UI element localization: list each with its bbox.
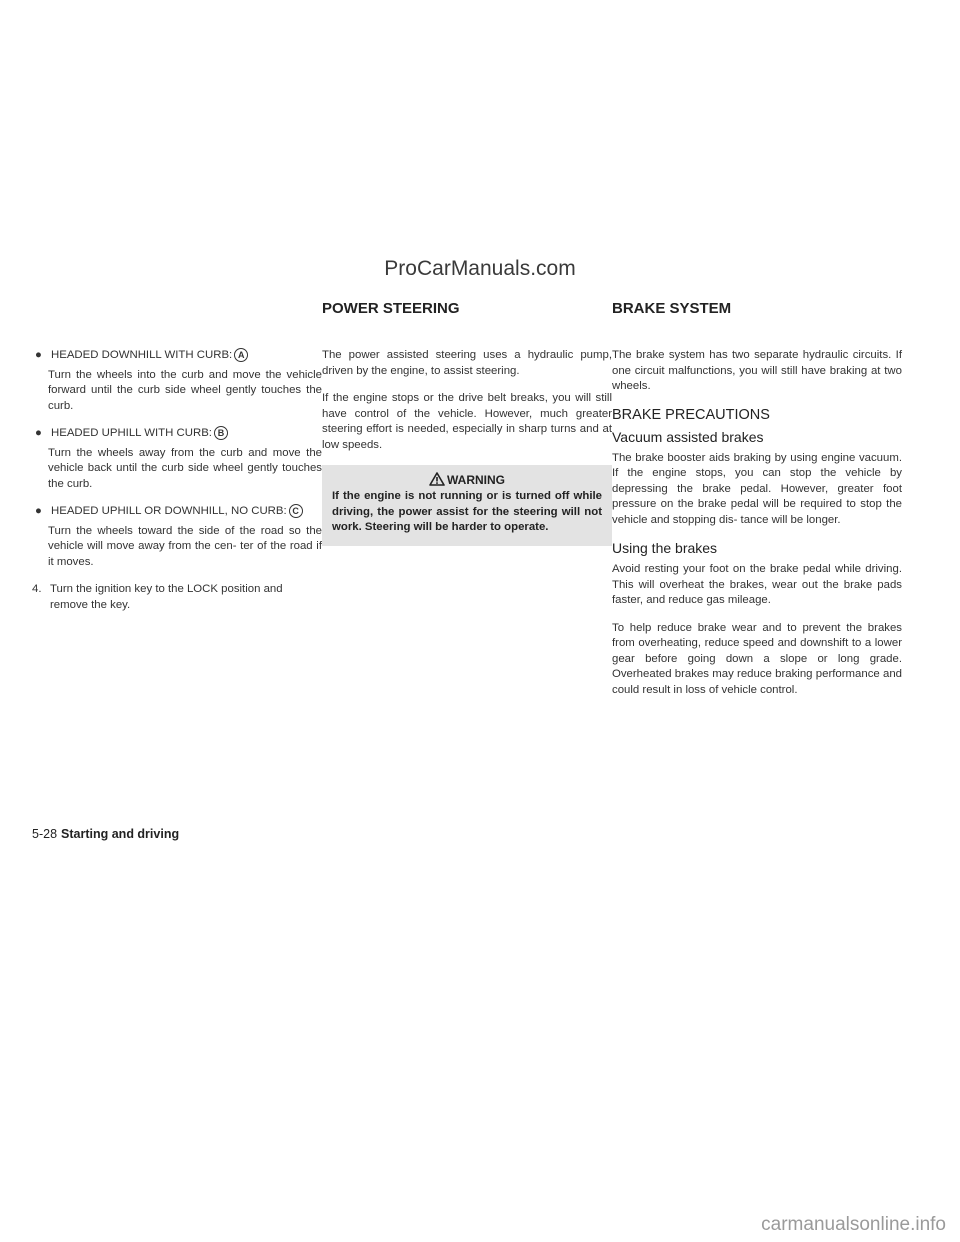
heading-vacuum-assisted-brakes: Vacuum assisted brakes bbox=[612, 428, 764, 445]
warning-box bbox=[322, 465, 612, 546]
bullet-heading: HEADED UPHILL OR DOWNHILL, NO CURB: bbox=[51, 505, 287, 517]
section-title-power-steering: POWER STEERING bbox=[322, 300, 460, 317]
warning-icon bbox=[429, 472, 445, 486]
bullet-item-downhill-curb bbox=[32, 348, 322, 414]
step-text: Turn the ignition key to the LOCK position and remove the key. bbox=[50, 583, 283, 611]
watermark-top: ProCarManuals.com bbox=[384, 257, 576, 280]
callout-marker-c: C bbox=[289, 504, 303, 518]
bullet-icon: ● bbox=[35, 505, 42, 517]
bullet-heading: HEADED DOWNHILL WITH CURB: bbox=[51, 349, 233, 361]
heading-using-the-brakes: Using the brakes bbox=[612, 540, 718, 556]
bullet-body: Turn the wheels away from the curb and move the vehicle back until the curb side wheel gently touches the curb. bbox=[48, 446, 322, 490]
callout-marker-a: A bbox=[234, 348, 248, 362]
footer-section-label: Starting and driving bbox=[61, 827, 180, 841]
step-number: 4. bbox=[32, 583, 42, 595]
column-middle bbox=[322, 300, 612, 546]
section-title-brake-system: BRAKE SYSTEM bbox=[612, 300, 732, 317]
warning-text: If the engine is not running or is turned off while driving, the power assist for the steering will not work. Steering will be harder to operate. bbox=[332, 490, 602, 533]
paragraph: If the engine stops or the drive belt breaks, you will still have control of the vehicle. However, much greater steering effort is needed, especially in sharp turns and at low speeds. bbox=[322, 392, 612, 451]
paragraph: To help reduce brake wear and to prevent the brakes from overheating, reduce speed and downshift to a lower gear before going down a slope or long grade. Overheated brakes may reduce braking performance and could result in loss of vehicle control. bbox=[612, 621, 902, 696]
column-left bbox=[32, 300, 322, 613]
bullet-icon: ● bbox=[35, 349, 42, 361]
bullet-body: Turn the wheels into the curb and move the vehicle forward until the curb side wheel gently touches the curb. bbox=[48, 368, 322, 412]
heading-brake-precautions: BRAKE PRECAUTIONS bbox=[612, 406, 770, 423]
page-footer bbox=[32, 827, 179, 841]
bullet-icon: ● bbox=[35, 427, 42, 439]
bullet-item-uphill-curb bbox=[32, 426, 322, 492]
bullet-heading: HEADED UPHILL WITH CURB: bbox=[51, 427, 212, 439]
bullet-item-no-curb bbox=[32, 504, 322, 570]
numbered-step bbox=[32, 582, 322, 613]
page-number: 5-28 bbox=[32, 827, 58, 841]
watermark-bottom: carmanualsonline.info bbox=[761, 1214, 946, 1235]
warning-label: WARNING bbox=[447, 473, 505, 487]
paragraph: The brake booster aids braking by using engine vacuum. If the engine stops, you can stop the vehicle by depressing the brake pedal. However, greater foot pressure on the brake pedal will be required to stop the vehicle and stopping dis- tance will be longer. bbox=[612, 451, 902, 526]
column-right bbox=[612, 300, 902, 710]
bullet-body: Turn the wheels toward the side of the road so the vehicle will move away from the cen- ter of the road if it moves. bbox=[48, 524, 322, 568]
paragraph: The brake system has two separate hydraulic circuits. If one circuit malfunctions, you will still have braking at two wheels. bbox=[612, 349, 902, 392]
paragraph: Avoid resting your foot on the brake pedal while driving. This will overheat the brakes, wear out the brake pads faster, and reduce gas mileage. bbox=[612, 563, 902, 606]
paragraph: The power assisted steering uses a hydraulic pump, driven by the engine, to assist steering. bbox=[322, 349, 612, 377]
warning-title bbox=[332, 471, 602, 489]
callout-marker-b: B bbox=[214, 426, 228, 440]
